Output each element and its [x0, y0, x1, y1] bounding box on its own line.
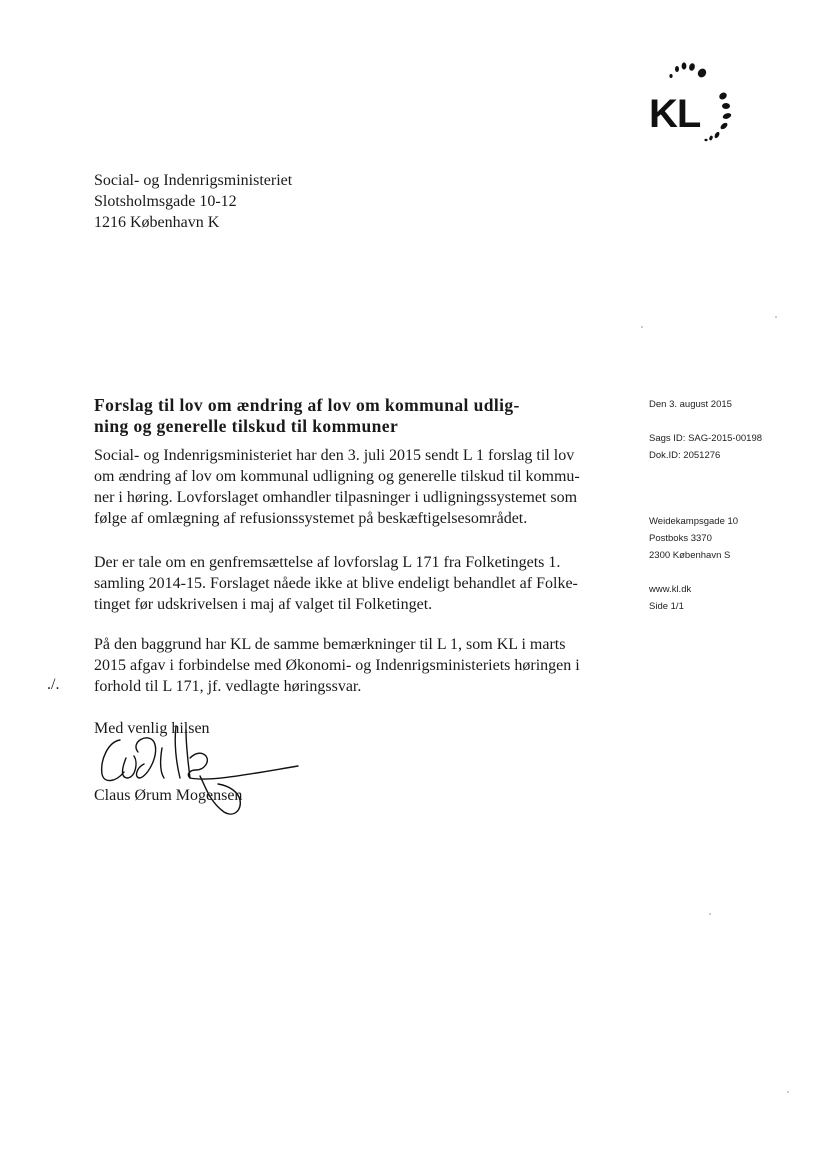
paragraph-2 [94, 552, 578, 615]
text-line: tinget før udskrivelsen i maj af valget til Folketinget. [94, 596, 433, 613]
scan-speck [775, 316, 777, 318]
page-number: Side 1/1 [649, 601, 684, 612]
text-line: samling 2014-15. Forslaget nåede ikke at blive endeligt behandlet af Folke- [94, 575, 578, 592]
signer-name: Claus Ørum Mogensen [94, 787, 243, 804]
text-line: Social- og Indenrigsministeriet har den 3. juli 2015 sendt L 1 forslag til lov [94, 447, 575, 464]
sender-address [649, 513, 738, 564]
reference-ids [649, 430, 762, 464]
text-line: følge af omlægning af refusionssystemet på beskæftigelsesområdet. [94, 510, 528, 527]
recipient-line: 1216 København K [94, 214, 220, 231]
text-line: På den baggrund har KL de samme bemærkninger til L 1, som KL i marts [94, 636, 566, 653]
sender-address-line: 2300 København S [649, 550, 731, 561]
logo-wordmark: KL [649, 92, 701, 136]
scan-speck [641, 326, 643, 328]
sender-address-line: Postboks 3370 [649, 533, 712, 544]
scan-speck [709, 913, 711, 915]
handwritten-signature [90, 712, 310, 832]
text-line: 2015 afgav i forbindelse med Økonomi- og Indenrigsministeriets høringen i [94, 657, 580, 674]
website: www.kl.dk [649, 584, 692, 595]
text-line: forhold til L 171, jf. vedlagte høringssvar. [94, 678, 362, 695]
sender-address-line: Weidekampsgade 10 [649, 516, 739, 527]
scan-speck [787, 1091, 789, 1093]
enclosure-mark: ./. [47, 676, 60, 693]
title-line: ning og generelle tilskud til kommuner [94, 416, 399, 436]
recipient-line: Social- og Indenrigsministeriet [94, 172, 293, 189]
recipient-address [94, 170, 292, 233]
document-id: Dok.ID: 2051276 [649, 450, 721, 461]
paragraph-1 [94, 445, 580, 529]
closing-greeting: Med venlig hilsen [94, 720, 210, 737]
text-line: ner i høring. Lovforslaget omhandler tilpasninger i udligningssystemet som [94, 489, 578, 506]
letter-title [94, 395, 614, 437]
letter-date: Den 3. august 2015 [649, 399, 732, 410]
recipient-line: Slotsholmsgade 10-12 [94, 193, 237, 210]
sender-web-info [649, 581, 691, 615]
title-line: Forslag til lov om ændring af lov om kommunal udlig- [94, 395, 520, 415]
kl-logo [645, 58, 755, 158]
paragraph-3 [94, 634, 580, 697]
case-id: Sags ID: SAG-2015-00198 [649, 433, 763, 444]
text-line: om ændring af lov om kommunal udligning og generelle tilskud til kommu- [94, 468, 580, 485]
text-line: Der er tale om en genfremsættelse af lovforslag L 171 fra Folketingets 1. [94, 554, 561, 571]
